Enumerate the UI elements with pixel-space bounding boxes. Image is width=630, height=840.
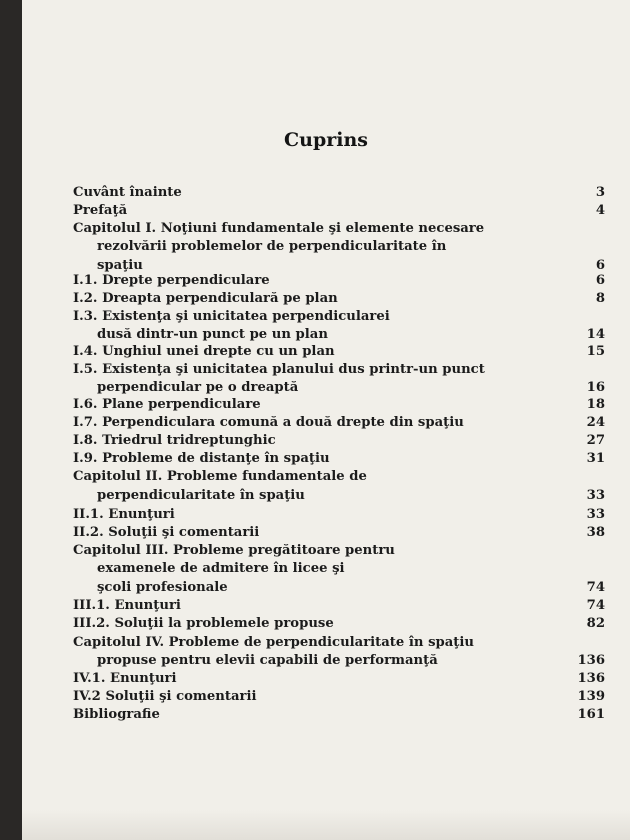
toc-entry — [22, 467, 630, 487]
toc-entry — [22, 687, 630, 707]
toc-entry-text: Cuvânt înainte — [73, 185, 182, 200]
toc-entry — [22, 449, 630, 469]
toc-entry — [22, 307, 630, 327]
toc-entry-page: 74 — [586, 598, 605, 613]
toc-entry-text: Capitolul II. Probleme fundamentale de — [73, 469, 367, 484]
page-bottom-edge — [22, 810, 630, 840]
toc-entry-page: 3 — [595, 185, 605, 200]
toc-entry-text: I.9. Probleme de distanţe în spaţiu — [73, 451, 330, 466]
toc-entry-text: Capitolul III. Probleme pregătitoare pentru — [73, 543, 395, 558]
toc-entry-page: 8 — [595, 291, 605, 306]
toc-entry — [22, 342, 630, 362]
toc-entry-page: 6 — [595, 258, 605, 273]
toc-entry — [22, 183, 630, 203]
toc-entry — [22, 360, 630, 380]
book-page — [22, 0, 630, 840]
toc-entry-page: 6 — [595, 273, 605, 288]
table-of-contents — [22, 0, 630, 840]
toc-entry — [22, 651, 630, 671]
toc-entry-text: propuse pentru elevii capabili de performanţă — [97, 653, 438, 668]
toc-entry — [22, 596, 630, 616]
toc-entry-text: II.1. Enunţuri — [73, 507, 175, 522]
toc-entry — [22, 237, 630, 257]
toc-entry-page: 38 — [586, 525, 605, 540]
toc-entry — [22, 523, 630, 543]
toc-entry-text: rezolvării problemelor de perpendicularitate în — [97, 239, 447, 254]
toc-entry-text: spaţiu — [97, 258, 143, 273]
toc-entry-page: 139 — [577, 689, 605, 704]
toc-entry-text: dusă dintr-un punct pe un plan — [97, 327, 328, 342]
toc-entry-page: 33 — [586, 507, 605, 522]
toc-entry-page: 33 — [586, 488, 605, 503]
toc-entry-page: 18 — [586, 397, 605, 412]
toc-entry-page: 24 — [586, 415, 605, 430]
toc-entry — [22, 395, 630, 415]
toc-entry-text: I.4. Unghiul unei drepte cu un plan — [73, 344, 335, 359]
toc-entry-text: Capitolul I. Noţiuni fundamentale şi elemente necesare — [73, 221, 485, 236]
toc-entry-page: 74 — [586, 580, 605, 595]
toc-entry-text: I.7. Perpendiculara comună a două drepte din spaţiu — [73, 415, 464, 430]
toc-entry — [22, 505, 630, 525]
toc-entry — [22, 633, 630, 653]
toc-entry — [22, 289, 630, 309]
toc-entry-text: I.3. Existenţa şi unicitatea perpendicularei — [73, 309, 390, 324]
toc-entry-page: 4 — [595, 203, 605, 218]
toc-entry-page: 16 — [586, 380, 605, 395]
page-title: Cuprins — [284, 129, 368, 151]
toc-entry-page: 31 — [586, 451, 605, 466]
toc-entry-text: Prefaţă — [73, 203, 128, 218]
toc-entry-text: IV.2 Soluţii şi comentarii — [73, 689, 257, 704]
toc-entry-text: Bibliografie — [73, 707, 160, 722]
toc-entry-text: III.2. Soluţii la problemele propuse — [73, 616, 334, 631]
toc-entry — [22, 669, 630, 689]
toc-entry-page: 136 — [577, 653, 605, 668]
toc-entry-page: 82 — [586, 616, 605, 631]
toc-entry — [22, 201, 630, 221]
toc-entry — [22, 486, 630, 506]
toc-entry-page: 14 — [586, 327, 605, 342]
toc-entry-page: 15 — [586, 344, 605, 359]
toc-entry-text: perpendicular pe o dreaptă — [97, 380, 299, 395]
toc-entry-text: II.2. Soluţii şi comentarii — [73, 525, 260, 540]
toc-entry — [22, 705, 630, 725]
toc-entry-text: Capitolul IV. Probleme de perpendicularitate în spaţiu — [73, 635, 474, 650]
toc-entry-page: 136 — [577, 671, 605, 686]
toc-entry-text: perpendicularitate în spaţiu — [97, 488, 305, 503]
toc-entry — [22, 541, 630, 561]
toc-entry — [22, 559, 630, 579]
toc-entry — [22, 578, 630, 598]
toc-entry-text: şcoli profesionale — [97, 580, 228, 595]
toc-entry — [22, 431, 630, 451]
toc-entry — [22, 219, 630, 239]
toc-entry-text: I.2. Dreapta perpendiculară pe plan — [73, 291, 338, 306]
toc-entry — [22, 614, 630, 634]
toc-entry-text: I.8. Triedrul tridreptunghic — [73, 433, 276, 448]
toc-entry-page: 27 — [586, 433, 605, 448]
toc-entry-text: I.1. Drepte perpendiculare — [73, 273, 270, 288]
toc-entry-text: I.5. Existenţa şi unicitatea planului dus printr-un punct — [73, 362, 485, 377]
toc-entry-text: III.1. Enunţuri — [73, 598, 181, 613]
toc-entry-page: 161 — [577, 707, 605, 722]
toc-entry-text: IV.1. Enunţuri — [73, 671, 177, 686]
toc-entry — [22, 413, 630, 433]
toc-entry-text: I.6. Plane perpendiculare — [73, 397, 261, 412]
toc-entry-text: examenele de admitere în licee şi — [97, 561, 345, 576]
toc-entry — [22, 271, 630, 291]
